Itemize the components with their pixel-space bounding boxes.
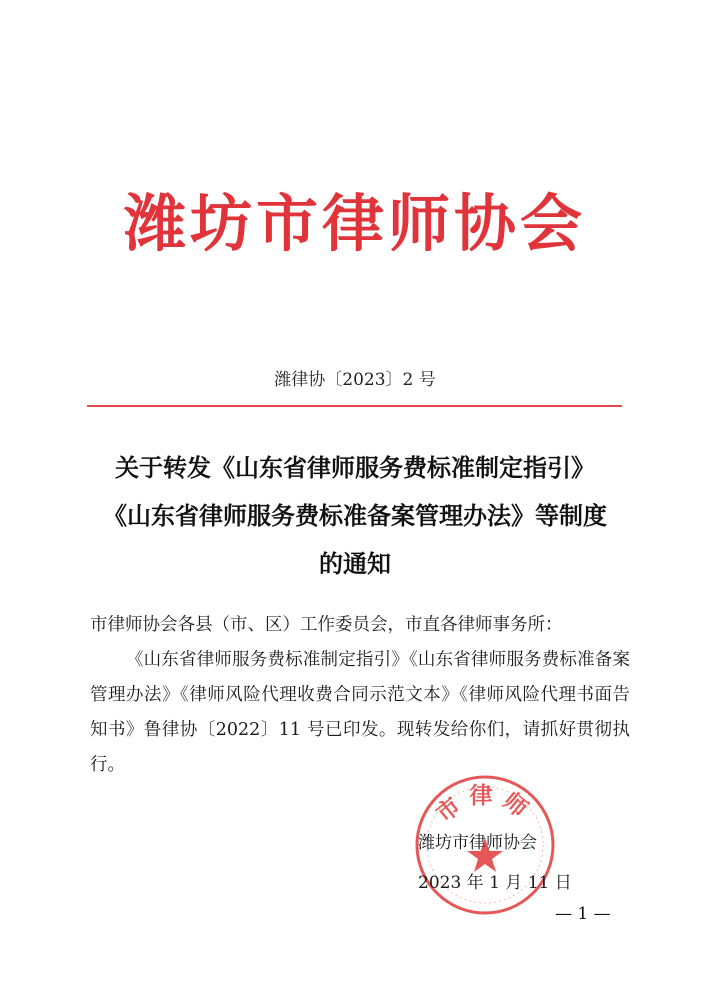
signature-org: 潍坊市律师协会 (418, 833, 537, 853)
document-number: 潍律协〔2023〕2 号 (274, 370, 436, 390)
signature-block (418, 823, 572, 903)
page-number: — 1 — (555, 904, 611, 924)
body-paragraph: 《山东省律师服务费标准制定指引》《山东省律师服务费标准备案管理办法》《律师风险代理收费合同示范文本》《律师风险代理书面告知书》鲁律协〔2022〕11 号已印发。现转发给你们，请抓好贯彻执行。 (90, 650, 630, 775)
salutation: 市律师协会各县（市、区）工作委员会，市直各律师事务所： (90, 615, 563, 635)
seal-text: 市律师 (431, 783, 539, 828)
red-divider (87, 405, 622, 407)
title-line-3: 的通知 (319, 549, 391, 578)
title-line-2: 《山东省律师服务费标准备案管理办法》等制度 (103, 501, 607, 530)
org-header: 潍坊市律师协会 (123, 187, 586, 260)
document-body (90, 608, 630, 783)
signature-date: 2023 年 1 月 11 日 (418, 873, 572, 893)
document-title (80, 444, 630, 588)
title-line-1: 关于转发《山东省律师服务费标准制定指引》 (115, 453, 595, 482)
